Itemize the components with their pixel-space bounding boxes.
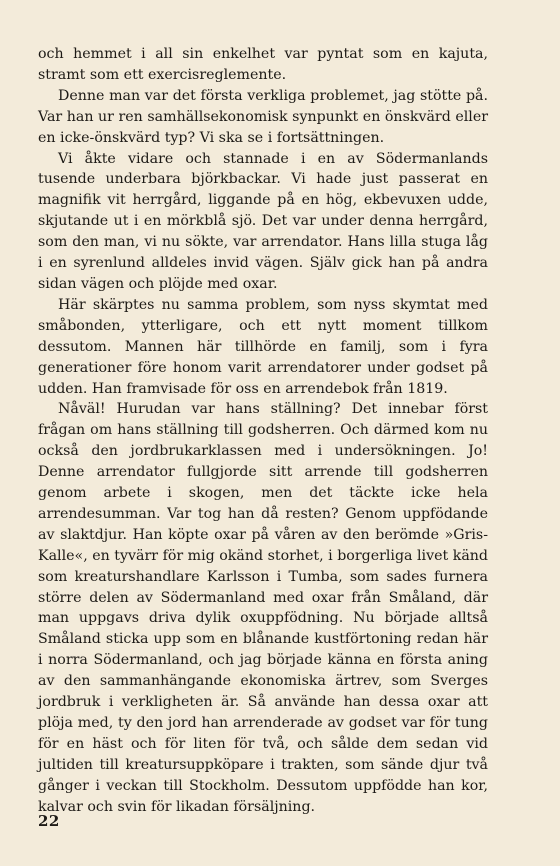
- paragraph-5: Nåväl! Hurudan var hans ställning? Det innebar först frågan om hans ställning till godsherren. Och därmed kom nu också den jordbrukarklassen med i undersökningen. Jo! Denne arrendator fullgjorde sitt arrende till godsherren genom arbete i skogen, men det täckte icke hela arrendesumman. Var tog han då resten? Genom uppfödande av slaktdjur. Han köpte oxar på våren av den berömde »Gris-Kalle«, en tyvärr för mig okänd storhet, i borgerliga livet känd som kreaturshandlare Karlsson i Tumba, som sades furnera större delen av Södermanland med oxar från Småland, där man uppgavs driva dylik oxuppfödning. Nu började alltså Småland sticka upp som en blånande kustförtoning redan här i norra Södermanland, och jag började känna en första aning av den sammanhängande ekonomiska ärtrev, som Sverges jordbruk i verkligheten är. Så använde han dessa oxar att plöja med, ty den jord han arrenderade av godset var för tung för en häst och för liten för två, och sålde dem sedan vid jultiden till kreatursuppköpare i trakten, som sände djur två gånger i veckan till Stockholm. Dessutom uppfödde han kor, kalvar och svin för likadan försäljning.: [38, 401, 488, 815]
- page-number: 22: [38, 812, 60, 830]
- paragraph-3: Vi åkte vidare och stannade i en av Södermanlands tusende underbara björkbackar. Vi hade just passerat en magnifik vit herrgård, liggande på en hög, ekbevuxen udde, skjutande ut i en mörkblå sjö. Det var under denna herrgård, som den man, vi nu sökte, var arrendator. Hans lilla stuga låg i en syrenlund alldeles invid vägen. Själv gick han på andra sidan vägen och plöjde med oxar.: [38, 150, 488, 292]
- paragraph-4: Här skärptes nu samma problem, som nyss skymtat med småbonden, ytterligare, och ett nytt moment tillkom dessutom. Mannen här tillhörde en familj, som i fyra generationer före honom varit arrendatorer under godset på udden. Han framvisade för oss en arrendebok från 1819.: [38, 296, 488, 397]
- paragraph-2: Denne man var det första verkliga problemet, jag stötte på. Var han ur ren samhällsekonomisk synpunkt en önskvärd eller en icke-önskvärd typ? Vi ska se i fortsättningen.: [38, 87, 488, 146]
- body-text: [38, 44, 488, 818]
- paragraph-1: och hemmet i all sin enkelhet var pyntat som en kajuta, stramt som ett exercisreglemente.: [38, 46, 488, 83]
